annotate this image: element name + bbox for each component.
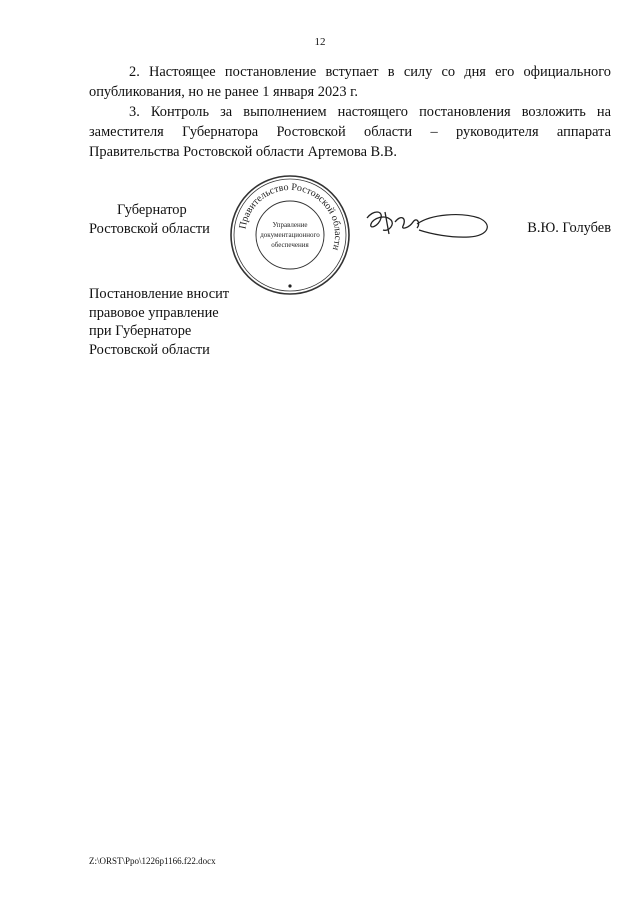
note-line-2: правовое управление [89,304,219,321]
submission-note [89,285,289,359]
note-line-3: при Губернаторе [89,323,192,339]
paragraph-3-text: 3. Контроль за выполнением настоящего постановления возложить на заместителя Губернатора Ростовской области – руководителя аппарата Правительства Ростовской области Артемова В.В. [89,104,611,160]
signatory-title-line1: Губернатор [117,202,187,218]
file-path-footer: Z:\ORST\Ppo\1226p1166.f22.docx [89,856,216,866]
signatory-title [89,201,239,239]
paragraph-2-text: 2. Настоящее постановление вступает в силу со дня его официального опубликования, но не ранее 1 января 2023 г. [89,64,611,100]
note-line-4: Ростовской области [89,341,210,358]
signatory-name: В.Ю. Голубев [527,220,611,236]
signatory-title-line2: Ростовской области [89,221,210,237]
svg-text:Управлениедокументационногообе: Управление документационного обеспечения [260,221,320,249]
handwritten-signature [361,204,496,244]
svg-text:Правительство Ростовской облас: Правительство Ростовской области [237,181,344,252]
paragraph-2 [89,62,611,102]
note-line-1: Постановление вносит [89,286,230,302]
page-number: 12 [314,36,326,48]
paragraph-3 [89,102,611,162]
official-seal [228,173,352,297]
